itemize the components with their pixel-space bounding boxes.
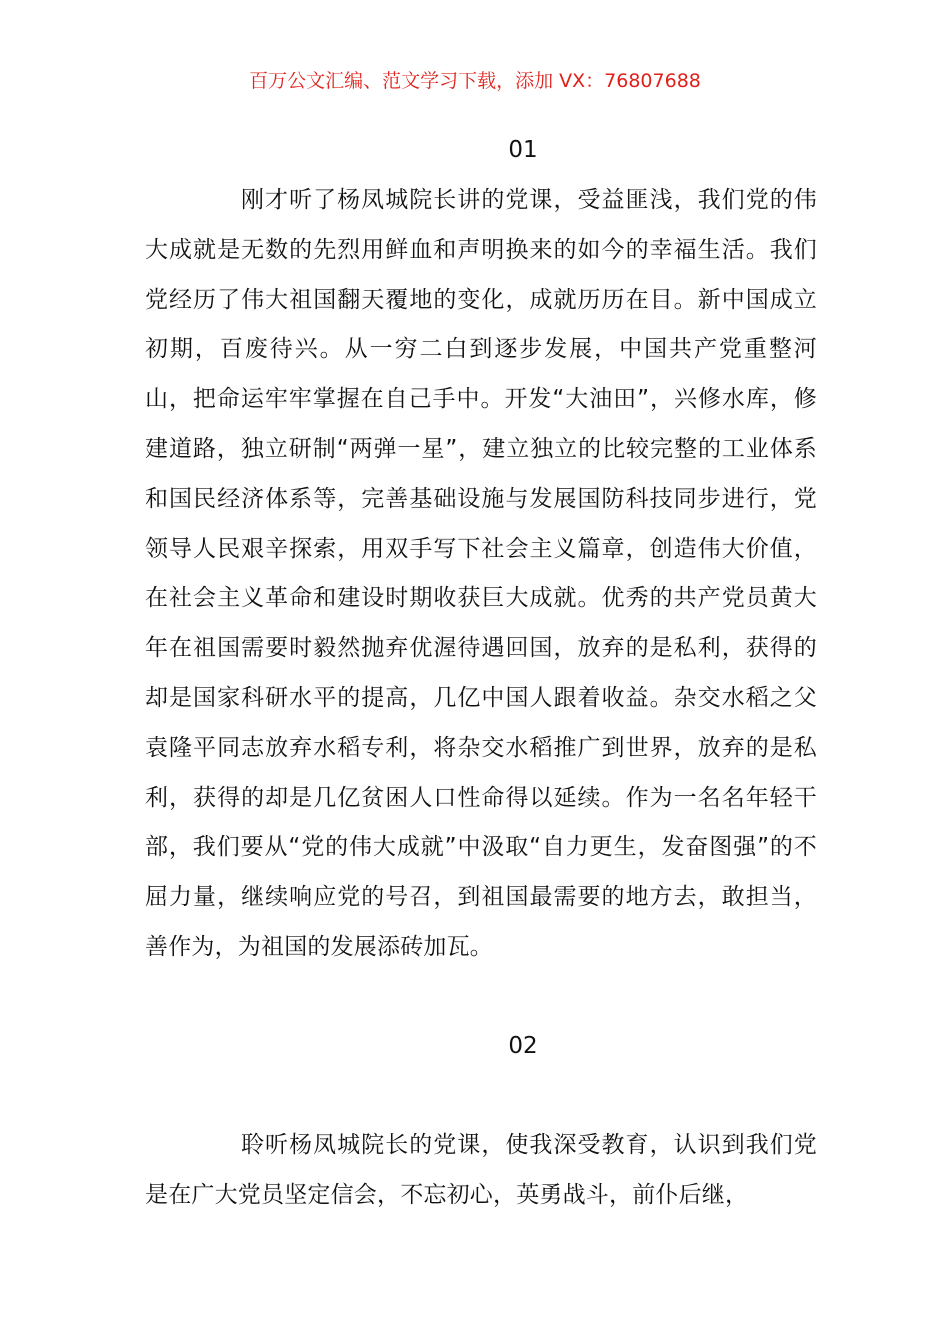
section-02-paragraph: 聆听杨凤城院长的党课，使我深受教育，认识到我们党是在广大党员坚定信会，不忘初心，英勇战斗，前仆后继， — [145, 1132, 817, 1208]
header-note: 百万公文汇编、范文学习下载，添加 VX：76807688 — [249, 70, 701, 92]
section-01-paragraph: 刚才听了杨凤城院长讲的党课，受益匪浅，我们党的伟大成就是无数的先烈用鲜血和声明换来的如今的幸福生活。我们党经历了伟大祖国翻天覆地的变化，成就历历在目。新中国成立初期，百废待兴。从一穷二白到逐步发展，中国共产党重整河山，把命运牢牢掌握在自己手中。开发“大油田”，兴修水库，修建道路，独立研制“两弹一星”，建立独立的比较完整的工业体系和国民经济体系等，完善基础设施与发展国防科技同步进行，党领导人民艰辛探索，用双手写下社会主义篇章，创造伟大价值，在社会主义革命和建设时期收获巨大成就。优秀的共产党员黄大年在祖国需要时毅然抛弃优渥待遇回国，放弃的是私利，获得的却是国家科研水平的提高，几亿中国人跟着收益。杂交水稻之父袁隆平同志放弃水稻专利，将杂交水稻推广到世界，放弃的是私利，获得的却是几亿贫困人口性命得以延续。作为一名名年轻干部，我们要从“党的伟大成就”中汲取“自力更生，发奋图强”的不屈力量，继续响应党的号召，到祖国最需要的地方去，敢担当，善作为，为祖国的发展添砖加瓦。 — [145, 187, 817, 960]
section-number-01: 01 — [508, 137, 538, 163]
section-number-02: 02 — [508, 1033, 538, 1059]
